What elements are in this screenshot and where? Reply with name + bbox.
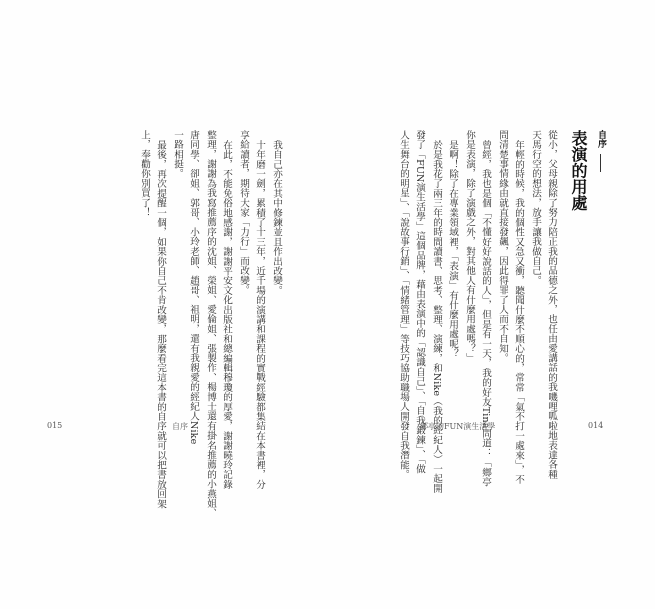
chapter-label: 自序 [596, 130, 606, 149]
body-line: 問清楚事情緣由就直接發飆，因此得罪了人而不自知。 [497, 130, 508, 363]
body-line: 上，奉勸你別買了！ [139, 130, 150, 218]
body-line: 你是表演，除了演戲之外，對其他人有什麼用處嗎？」 [464, 130, 475, 363]
body-line: 天馬行空的想法，放手讓我做自己。 [530, 130, 541, 286]
chapter-title: 表演的用處 [569, 130, 588, 211]
body-line: 於是我花了兩三年的時間讀書、思考、整理、演練，和Nike（我的經紀人）一起開 [431, 140, 442, 494]
body-line: 最後，再次提醒一個，如果你自己不肯改變，那麼看完這本書的自序就可以把書放回架 [155, 140, 166, 509]
body-line: 年輕的時候，我的個性又急又衝，聽聞什麼不順心的，常常「氣不打一處來」，不 [513, 140, 524, 485]
body-line: 人生舞台的明星」、「說故事行銷」、「情緒管理」等技巧協助職場人開發自我潛能。 [398, 130, 409, 480]
left-page-number: 015 [47, 421, 63, 430]
body-line: 整理，謝謝為我寫推薦序的沈姐、榮姐、愛倫姐、張製作、楊博士還有掛名推薦的小燕姐、 [205, 130, 216, 518]
right-page-number: 014 [588, 421, 604, 430]
body-line: 在此，不能免俗地感謝，謝謝平安文化出版社和總編輯穆瓊的厚愛，謝謝曉玲記錄 [221, 140, 232, 490]
body-line: 發了「FUN演生活學」這個品牌，藉由表演中的「認識自己」、「自我鍛鍊」、「做 [414, 130, 425, 474]
body-line: 是啊！除了在專業領域裡，「表演」有什麼用處呢？ [447, 140, 458, 359]
right-running-head: 鄉亭的FUN演生活學 [420, 422, 496, 431]
left-running-head: 自序 [172, 422, 188, 431]
body-line: 從小，父母親除了努力陪正我的品德之外，也任由愛講話的我嘰哩呱啦地表達各種 [546, 130, 557, 480]
title-rule [600, 154, 601, 172]
body-line: 曾經，我也是個「不懂好好說話的人」，但是有一天，我的好友Tina問道：「鄉亭 [480, 140, 491, 487]
body-line: 唐同學、卻姐、郭哥、小玲老師、趙哥、祖明，還有我親愛的經紀人Nike [188, 130, 199, 445]
body-line: 享給讀者，期待大家「力行」而改變。 [238, 130, 249, 295]
body-line: 十年磨一劍，累積了十三年，近千場的演講和課程的實戰經驗都集結在本書裡，分 [254, 140, 265, 490]
body-line: 一路相挺。 [172, 130, 183, 179]
body-line: 我自己亦在其中修鍊並且作出改變。 [271, 140, 282, 296]
